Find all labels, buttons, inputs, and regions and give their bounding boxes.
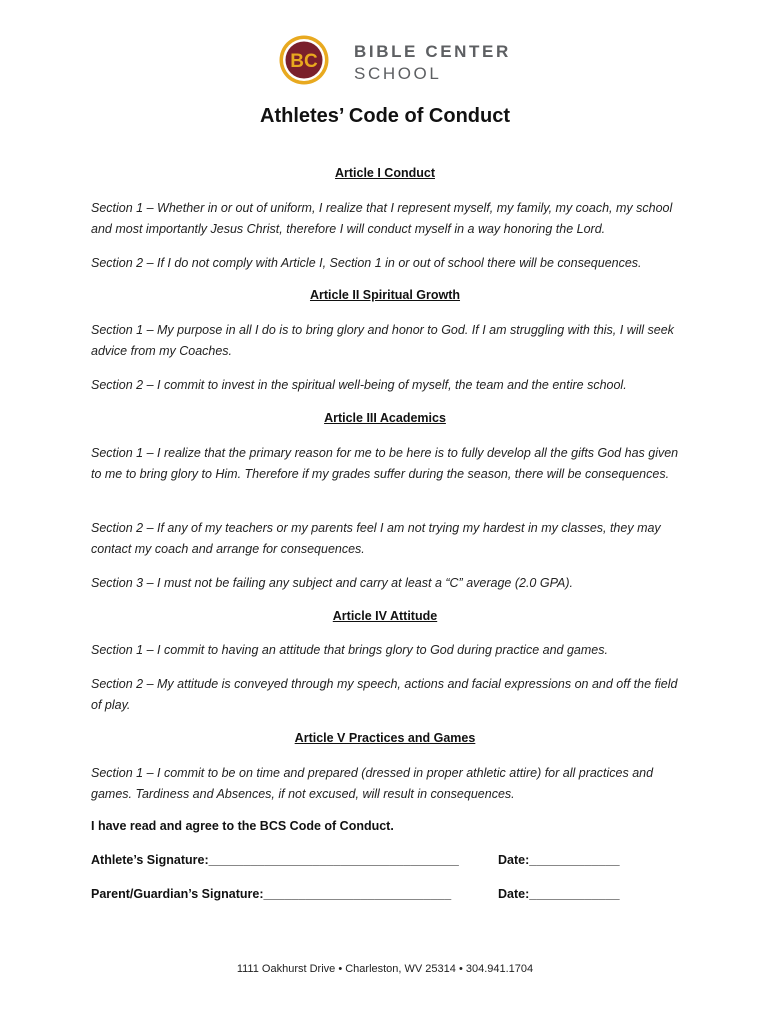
parent-signature-line[interactable]: Parent/Guardian’s Signature:___________________________ xyxy=(91,887,452,901)
article-4-section-2: Section 2 – My attitude is conveyed through my speech, actions and facial expressions on and off the field of play. xyxy=(91,677,678,712)
bc-monogram-logo xyxy=(278,34,330,86)
athlete-signature-line[interactable]: Athlete’s Signature:____________________________________ xyxy=(91,853,459,867)
article-3-section-2: Section 2 – If any of my teachers or my parents feel I am not trying my hardest in my classes, they may contact my coach and arrange for consequences. xyxy=(91,521,661,556)
agreement-statement: I have read and agree to the BCS Code of Conduct. xyxy=(91,819,394,833)
svg-text:BC: BC xyxy=(290,51,318,72)
article-5-heading: Article V Practices and Games xyxy=(294,731,476,745)
article-1-heading: Article I Conduct xyxy=(334,166,435,180)
article-2-heading: Article II Spiritual Growth xyxy=(309,288,461,302)
article-3-section-1: Section 1 – I realize that the primary reason for me to be here is to fully develop all the gifts God has given to me to bring glory to Him. Therefore if my grades suffer during the season, there will be consequences. xyxy=(91,446,679,481)
article-1-section-1: Section 1 – Whether in or out of uniform, I realize that I represent myself, my family, my coach, my school and most importantly Jesus Christ, therefore I will conduct myself in a way honoring the Lord. xyxy=(91,201,673,236)
parent-date-line[interactable]: Date:_____________ xyxy=(498,887,620,901)
logo-text-school: SCHOOL xyxy=(354,64,442,83)
article-2-section-2: Section 2 – I commit to invest in the spiritual well-being of myself, the team and the entire school. xyxy=(91,378,627,392)
athlete-date-line[interactable]: Date:_____________ xyxy=(498,853,620,867)
article-5-section-1: Section 1 – I commit to be on time and prepared (dressed in proper athletic attire) for all practices and games. Tardiness and Absences, if not excused, will result in consequences. xyxy=(91,766,654,801)
article-3-heading: Article III Academics xyxy=(324,411,446,425)
document-title: Athletes’ Code of Conduct xyxy=(260,105,510,127)
article-1-section-2: Section 2 – If I do not comply with Article I, Section 1 in or out of school there will be consequences. xyxy=(91,256,642,270)
article-3-section-3: Section 3 – I must not be failing any subject and carry at least a “C” average (2.0 GPA). xyxy=(91,576,573,590)
logo-text-bible-center: BIBLE CENTER xyxy=(354,42,511,61)
school-logo xyxy=(278,34,511,88)
article-4-heading: Article IV Attitude xyxy=(332,609,438,623)
article-2-section-1: Section 1 – My purpose in all I do is to bring glory and honor to God. If I am struggling with this, I will seek advice from my Coaches. xyxy=(91,323,674,358)
footer-address: 1111 Oakhurst Drive • Charleston, WV 25314 • 304.941.1704 xyxy=(236,963,534,975)
article-4-section-1: Section 1 – I commit to having an attitude that brings glory to God during practice and games. xyxy=(91,643,608,657)
